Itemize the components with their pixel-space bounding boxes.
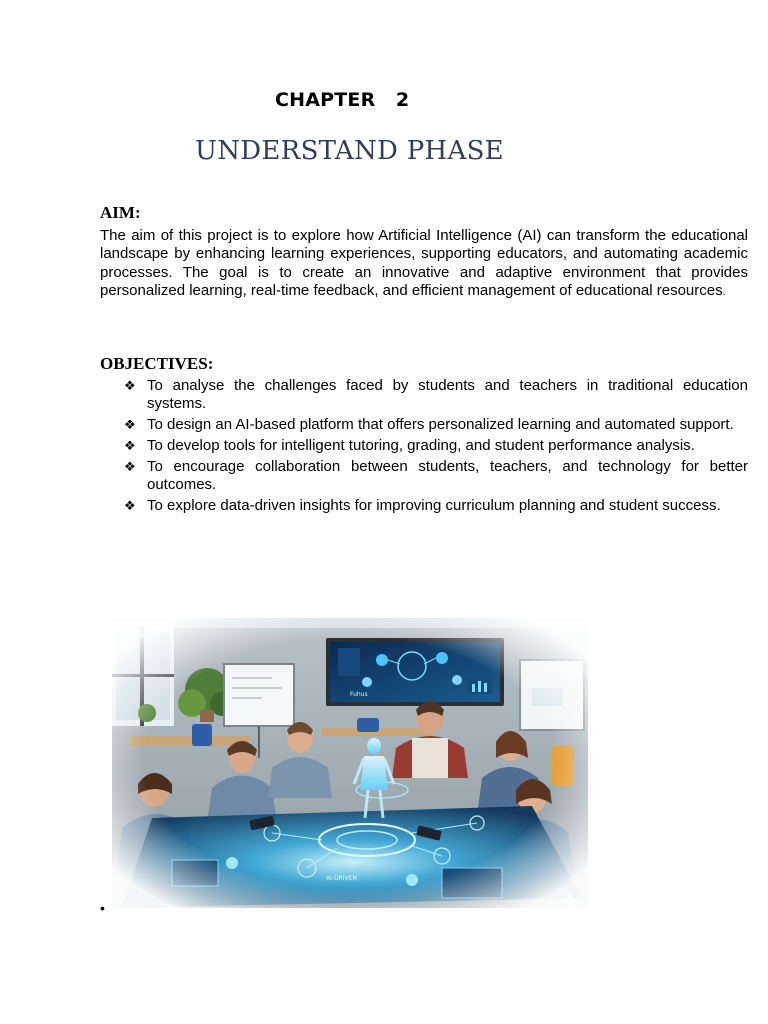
objective-text: To encourage collaboration between students, teachers, and technology for better outcomes. [147,457,748,493]
trailing-bullet: • [100,900,105,916]
objective-text: To analyse the challenges faced by students and teachers in traditional education systems. [147,377,748,413]
diamond-bullet-icon: ❖ [124,378,136,393]
diamond-bullet-icon: ❖ [124,417,136,433]
objective-item [100,416,748,434]
aim-paragraph [100,227,748,301]
objective-text: To develop tools for intelligent tutoring, grading, and student performance analysis. [147,436,695,454]
objectives-list [100,377,748,518]
aim-text: The aim of this project is to explore how Artificial Intelligence (AI) can transform the educational landscape by enhancing learning experiences, supporting educators, and automating academic processes. The goal is to create an innovative and adaptive environment that provides personalized learning, real-time feedback, and efficient management of educational resources [100,227,748,299]
diamond-bullet-icon: ❖ [124,437,136,453]
objective-item [100,437,748,455]
objective-text: To explore data-driven insights for improving curriculum planning and student success. [147,496,721,514]
objective-item [100,458,748,495]
objective-item [100,377,748,414]
chapter-label: CHAPTER 2 [275,89,410,111]
aim-heading: AIM: [100,203,141,222]
aim-text-tail: . [722,285,726,298]
objective-text: To design an AI-based platform that offers personalized learning and automated support. [147,416,734,434]
page-title: UNDERSTAND PHASE [195,136,504,166]
diamond-bullet-icon: ❖ [124,497,136,513]
diamond-bullet-icon: ❖ [124,458,136,474]
ai-classroom-illustration [112,618,588,908]
objectives-heading: OBJECTIVES: [100,354,214,373]
objective-item [100,497,748,515]
